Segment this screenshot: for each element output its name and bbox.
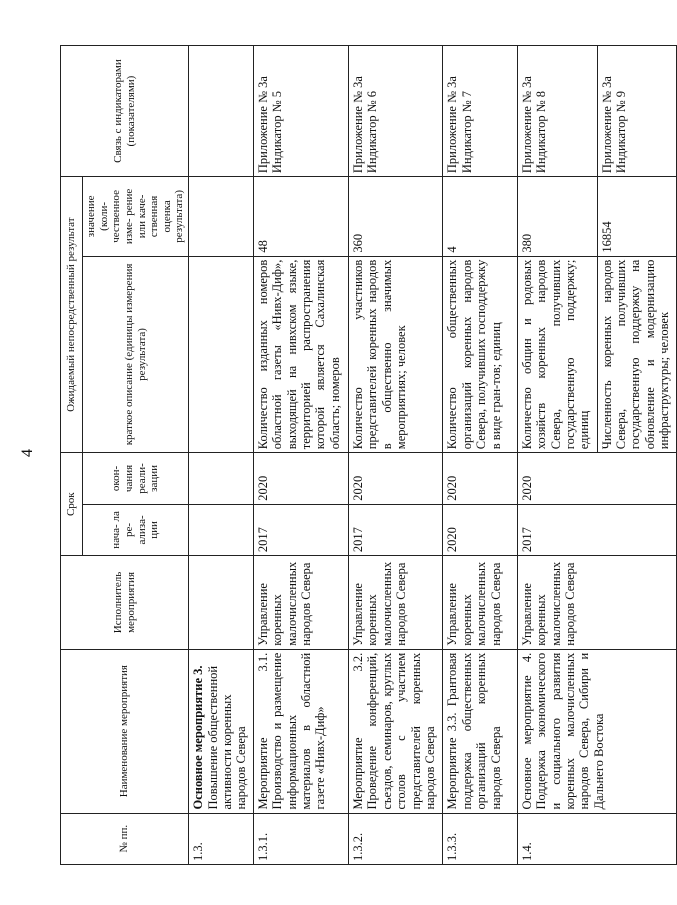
- measures-table: [60, 45, 677, 865]
- cell-name-text: Повышение общественной активности коренных народов Севера: [205, 665, 249, 810]
- page-number: 4: [19, 449, 36, 457]
- cell-executor: Управление коренных малочисленных народов Севера: [443, 556, 518, 650]
- rotated-page: [60, 45, 672, 865]
- header-end: окон- чания реали- зации: [83, 453, 189, 504]
- cell-executor: [189, 556, 254, 650]
- cell-desc: Численность коренных народов Севера, получивших государственную поддержку на обновление и модернизацию инфраструктуры; человек: [597, 256, 677, 453]
- header-result: Ожидаемый непосредственный результат: [61, 177, 83, 453]
- cell-link: [189, 46, 254, 177]
- cell-name: Мероприятие 3.1. Производство и размещение информационных материалов в областной газете «Нивх-Диф»: [253, 649, 348, 813]
- cell-start: [189, 504, 254, 555]
- table-row: [253, 46, 348, 865]
- cell-link: Приложение № 3а Индикатор № 6: [349, 46, 443, 177]
- cell-desc: [189, 256, 254, 453]
- cell-num: 1.4.: [517, 813, 676, 864]
- cell-num: 1.3.1.: [253, 813, 348, 864]
- table-row: [443, 46, 518, 865]
- cell-name: Мероприятие 3.3. Грантовая поддержка общественных организаций коренных народов Севера: [443, 649, 518, 813]
- table-row: [189, 46, 254, 865]
- cell-start: 2020: [443, 504, 518, 555]
- cell-name-bold: Основное мероприятие 3.: [191, 665, 206, 810]
- cell-name: Основное мероприятие 4. Поддержка экономического и социального развития коренных малочисленных народов Севера, Сибири и Дальнего Востока: [517, 649, 676, 813]
- header-desc: краткое описание (единицы измерения результата): [83, 256, 189, 453]
- cell-value: [189, 177, 254, 257]
- cell-value: 16854: [597, 177, 677, 257]
- header-value: значение (коли- чественное изме- рение или каче- ственная оценка результата): [83, 177, 189, 257]
- cell-executor: Управление коренных малочисленных народов Севера: [517, 556, 676, 650]
- cell-start: 2017: [253, 504, 348, 555]
- cell-end: [189, 453, 254, 504]
- table-row: [517, 46, 597, 865]
- header-link: Связь с индикаторами (показателями): [61, 46, 189, 177]
- cell-executor: Управление коренных малочисленных народов Севера: [349, 556, 443, 650]
- cell-desc: Количество участников представителей коренных народов в общественно значимых мероприятиях; человек: [349, 256, 443, 453]
- cell-name: Мероприятие 3.2. Проведение конференций, съездов, семинаров, круглых столов с участием представителей коренных народов Севера: [349, 649, 443, 813]
- cell-end: 2020: [443, 453, 518, 504]
- cell-num: 1.3.3.: [443, 813, 518, 864]
- cell-link: Приложение № 3а Индикатор № 8: [517, 46, 597, 177]
- cell-link: Приложение № 3а Индикатор № 7: [443, 46, 518, 177]
- cell-value: 380: [517, 177, 597, 257]
- header-name: Наименование мероприятия: [61, 649, 189, 813]
- cell-start: 2017: [349, 504, 443, 555]
- cell-desc: Количество общественных организаций коренных народов Севера, получивших господдержку в виде гран-тов; единиц: [443, 256, 518, 453]
- cell-end: 2020: [349, 453, 443, 504]
- cell-name: [189, 649, 254, 813]
- cell-end: 2020: [517, 453, 676, 504]
- cell-end: 2020: [253, 453, 348, 504]
- header-num: № пп.: [61, 813, 189, 864]
- cell-value: 4: [443, 177, 518, 257]
- cell-desc: Количество изданных номеров областной газеты «Нивх-Диф», выходящей на нивхском языке, территорией распространения которой является Сахалинская область; номеров: [253, 256, 348, 453]
- cell-link: Приложение № 3а Индикатор № 5: [253, 46, 348, 177]
- cell-num: 1.3.: [189, 813, 254, 864]
- cell-num: 1.3.2.: [349, 813, 443, 864]
- table-row: [349, 46, 443, 865]
- header-executor: Исполнитель мероприятия: [61, 556, 189, 650]
- cell-executor: Управление коренных малочисленных народов Севера: [253, 556, 348, 650]
- cell-value: 360: [349, 177, 443, 257]
- cell-start: 2017: [517, 504, 676, 555]
- cell-value: 48: [253, 177, 348, 257]
- header-start: нача- ла ре- ализа- ции: [83, 504, 189, 555]
- cell-link: Приложение № 3а Индикатор № 9: [597, 46, 677, 177]
- cell-desc: Количество общин и родовых хозяйств коренных народов Севера, получивших государственную поддержку; единиц: [517, 256, 597, 453]
- header-term: Срок: [61, 453, 83, 556]
